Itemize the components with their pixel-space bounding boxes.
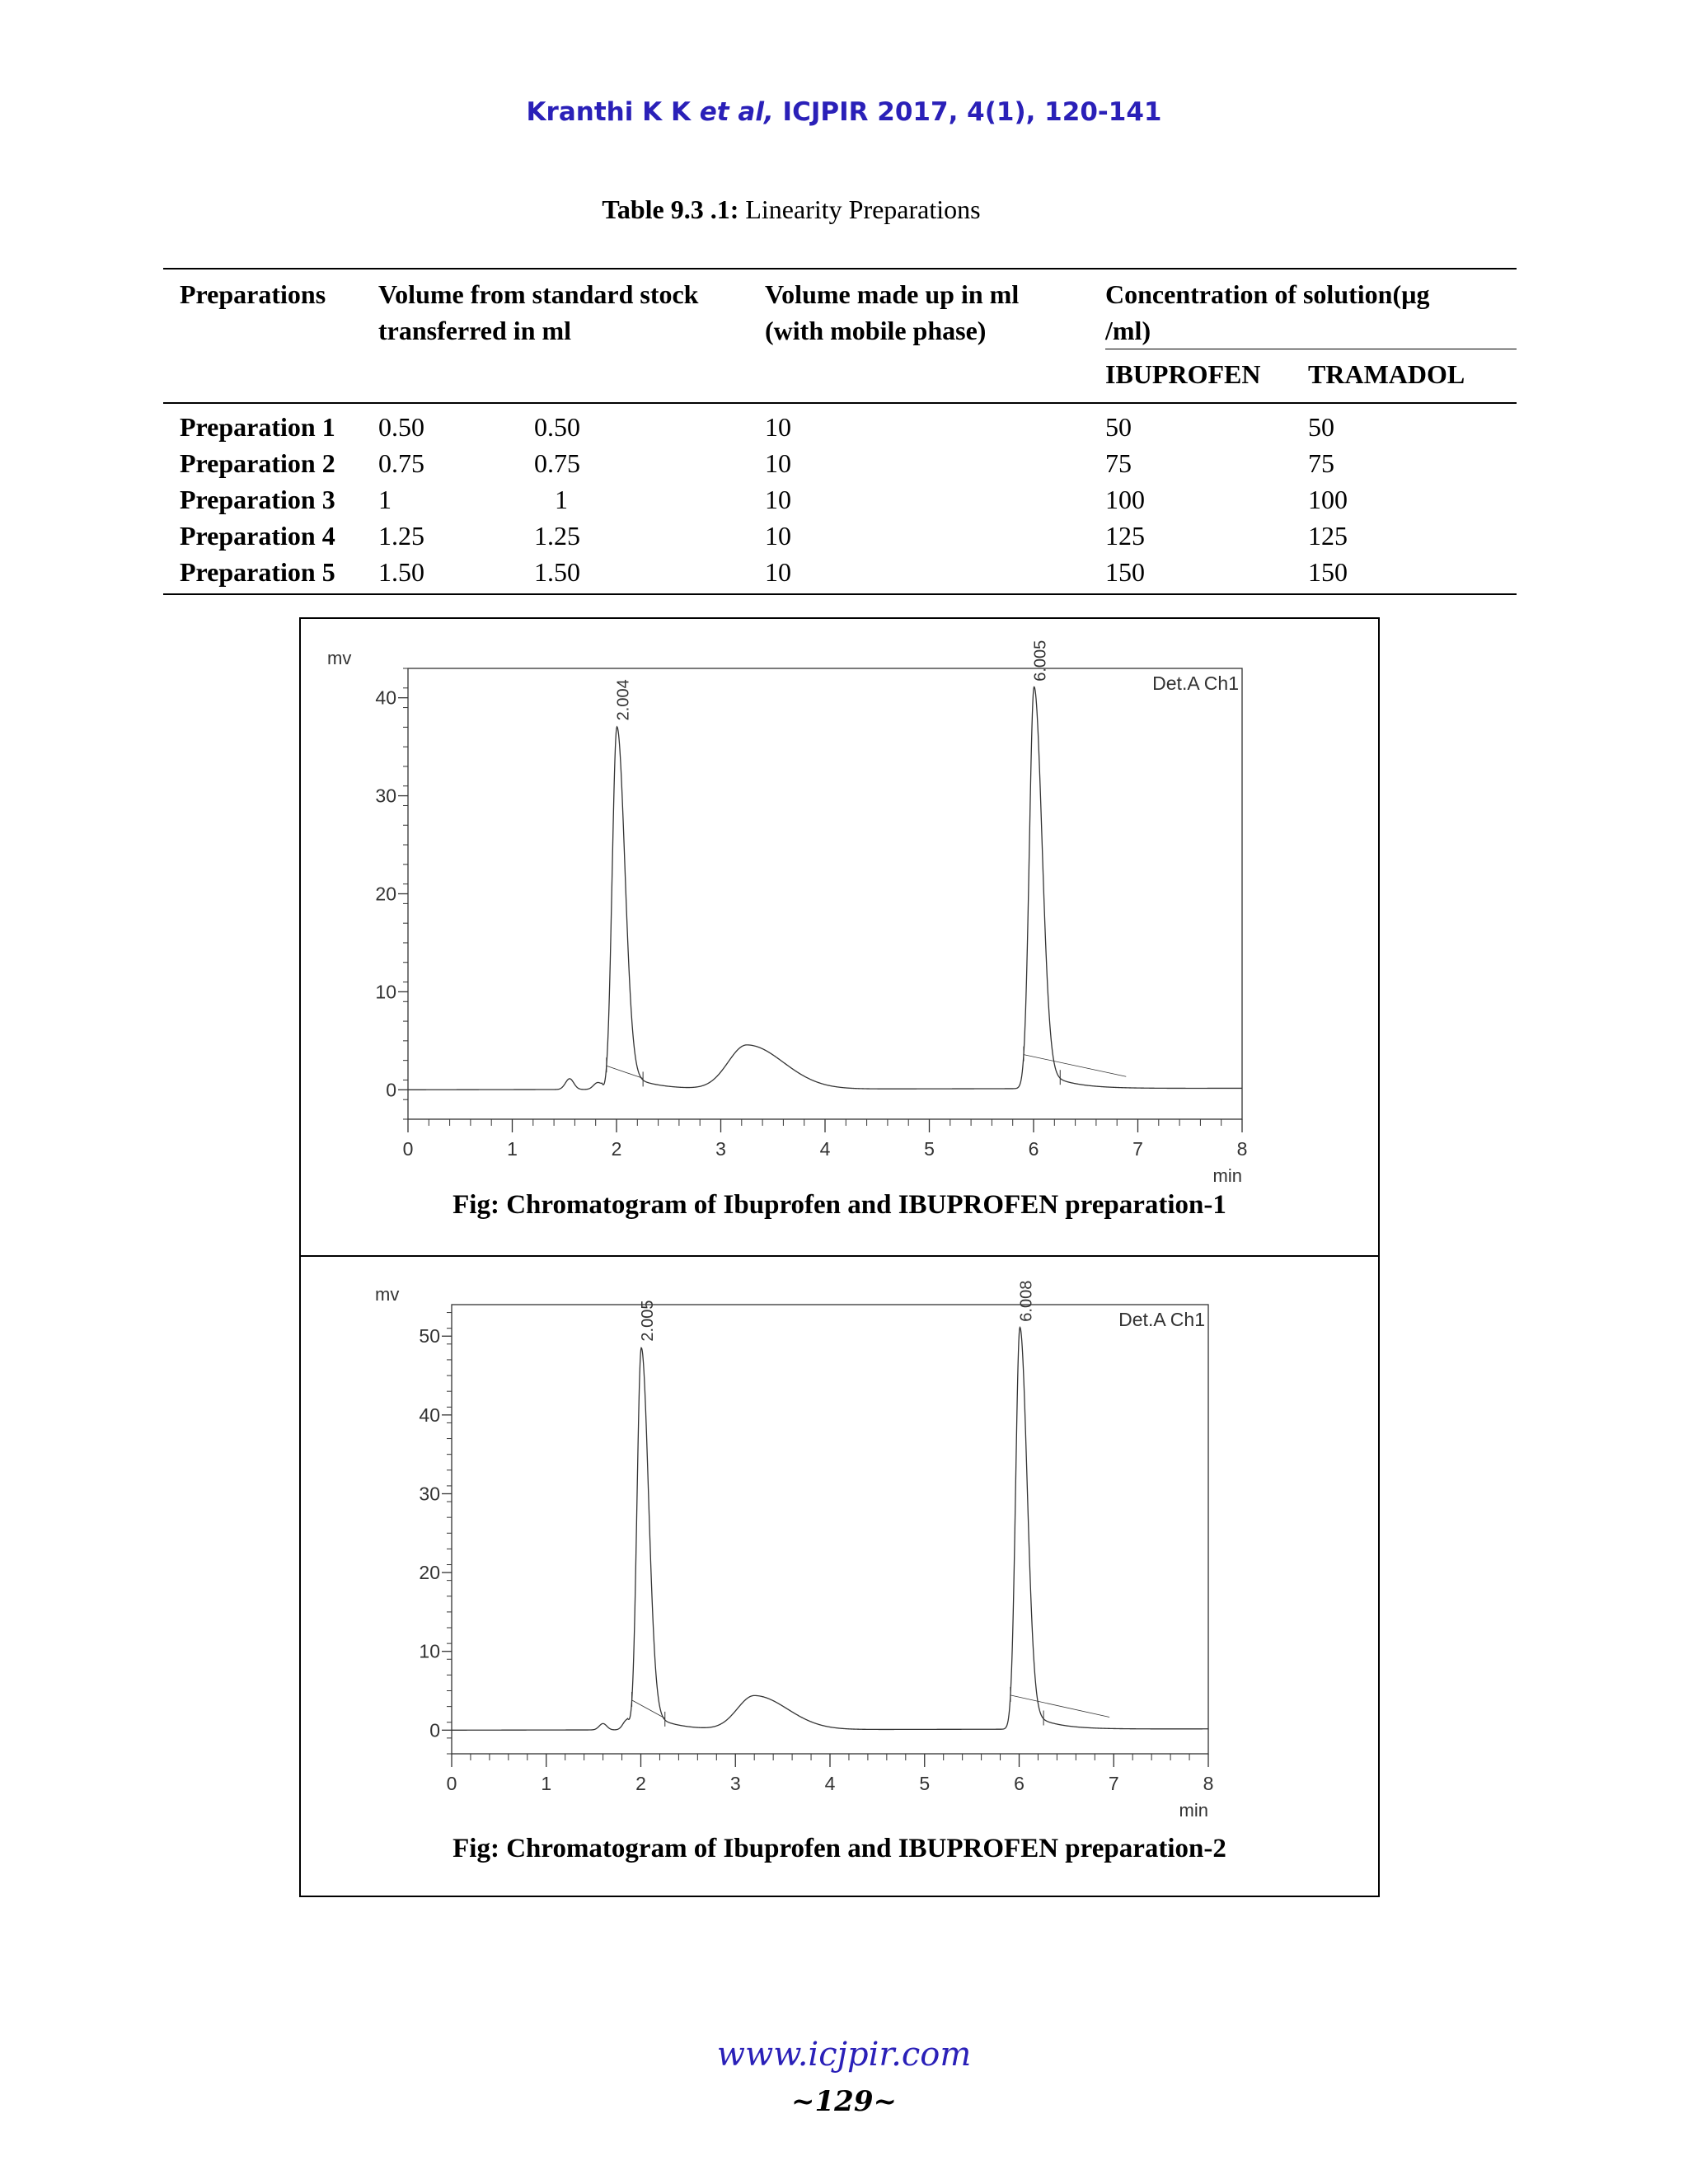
- conc-ibuprofen: 150: [1105, 554, 1308, 594]
- y-tick-label: 20: [375, 883, 396, 905]
- table-caption-label: Table 9.3 .1:: [602, 194, 739, 224]
- x-tick-label: 5: [919, 1773, 931, 1794]
- x-tick-label: 4: [824, 1773, 836, 1794]
- volume-made-up: 10: [765, 554, 1105, 594]
- y-tick-label: 20: [419, 1562, 440, 1584]
- y-tick-label: 50: [419, 1325, 440, 1347]
- signal-trace: [408, 687, 1242, 1090]
- header-volume-stock-line2: transferred in ml: [378, 316, 572, 345]
- peak-label: 6.005: [1031, 640, 1050, 682]
- x-tick-label: 4: [819, 1138, 831, 1160]
- volume-ibuprofen: 1.50: [378, 554, 530, 594]
- plot-area: [408, 668, 1242, 1119]
- table-header-row: [163, 269, 1517, 349]
- volume-ibuprofen: 1.25: [378, 521, 424, 551]
- peak-label: 2.004: [614, 679, 633, 721]
- conc-ibuprofen: 75: [1105, 448, 1132, 478]
- header-volume-stock: [378, 269, 765, 403]
- legend-label: Det.A Ch1: [1152, 673, 1239, 694]
- header-tramadol: TRAMADOL: [1308, 349, 1517, 404]
- y-tick-label: 40: [419, 1404, 440, 1426]
- header-authors: Kranthi K K: [526, 97, 691, 127]
- x-tick-label: 1: [507, 1138, 518, 1160]
- x-tick-label: 3: [715, 1138, 726, 1160]
- running-header: [0, 97, 1688, 127]
- table-row: [163, 554, 1517, 594]
- table-caption: [0, 194, 1582, 225]
- volume-tramadol: 1.25: [534, 521, 580, 551]
- x-tick-label: 7: [1108, 1773, 1119, 1794]
- conc-ibuprofen: 50: [1105, 412, 1132, 442]
- conc-ibuprofen: 100: [1105, 485, 1145, 514]
- table-row: [163, 518, 1517, 554]
- header-preparations: Preparations: [163, 269, 378, 403]
- y-axis-label: mv: [327, 648, 352, 668]
- conc-tramadol: 100: [1308, 485, 1348, 514]
- volume-tramadol: 1: [555, 485, 568, 514]
- x-tick-label: 2: [635, 1773, 646, 1794]
- volume-made-up: 10: [765, 485, 791, 514]
- header-concentration-line1: Concentration of solution(µg: [1105, 279, 1430, 309]
- legend-label: Det.A Ch1: [1118, 1309, 1205, 1330]
- signal-trace: [452, 1328, 1208, 1731]
- volume-tramadol: 0.75: [534, 448, 580, 478]
- conc-tramadol: 75: [1308, 448, 1334, 478]
- table-row: [163, 445, 1517, 481]
- figure-caption-2: Fig: Chromatogram of Ibuprofen and IBUPROFEN preparation-2: [452, 1834, 1226, 1863]
- row-label: Preparation 4: [180, 521, 335, 551]
- baseline-segment: [1010, 1695, 1109, 1718]
- plot-area: [452, 1305, 1208, 1754]
- peak-label: 6.008: [1017, 1280, 1036, 1322]
- header-citation: ICJPIR 2017, 4(1), 120-141: [782, 97, 1162, 127]
- x-tick-label: 1: [541, 1773, 552, 1794]
- header-volume-stock-line1: Volume from standard stock: [378, 279, 699, 309]
- volume-tramadol: 0.50: [534, 412, 580, 442]
- volume-ibuprofen: 0.50: [378, 412, 424, 442]
- header-made-up-line2: (with mobile phase): [765, 316, 987, 345]
- x-tick-label: 3: [729, 1773, 741, 1794]
- conc-tramadol: 50: [1308, 412, 1334, 442]
- figure-frame-2: [299, 1255, 1380, 1897]
- y-tick-label: 0: [429, 1719, 440, 1741]
- x-tick-label: 0: [446, 1773, 457, 1794]
- row-label: Preparation 5: [163, 554, 378, 594]
- x-tick-label: 6: [1014, 1773, 1025, 1794]
- row-label: Preparation 2: [180, 448, 335, 478]
- conc-tramadol: 125: [1308, 521, 1348, 551]
- chromatogram-2: [301, 1257, 1378, 1834]
- table-body: [163, 403, 1517, 594]
- x-tick-label: 7: [1132, 1138, 1143, 1160]
- x-axis-label: min: [1212, 1165, 1242, 1186]
- footer-url[interactable]: www.icjpir.com: [716, 2036, 972, 2074]
- header-concentration: [1105, 269, 1517, 349]
- y-tick-label: 0: [386, 1079, 396, 1101]
- volume-made-up: 10: [765, 412, 791, 442]
- y-tick-label: 40: [375, 687, 396, 709]
- row-label: Preparation 1: [180, 412, 335, 442]
- header-made-up-line1: Volume made up in ml: [765, 279, 1020, 309]
- x-tick-label: 2: [611, 1138, 622, 1160]
- row-label: Preparation 3: [180, 485, 335, 514]
- peak-label: 2.005: [639, 1300, 658, 1342]
- header-made-up: [765, 269, 1105, 403]
- header-concentration-line2: /ml): [1105, 316, 1151, 345]
- x-tick-label: 6: [1028, 1138, 1039, 1160]
- x-tick-label: 8: [1203, 1773, 1214, 1794]
- x-axis-label: min: [1179, 1800, 1208, 1821]
- conc-ibuprofen: 125: [1105, 521, 1145, 551]
- y-tick-label: 10: [375, 981, 396, 1003]
- volume-ibuprofen: 1: [378, 485, 392, 514]
- table-caption-text: Linearity Preparations: [745, 194, 981, 224]
- page-number: ~129~: [791, 2085, 897, 2118]
- volume-tramadol: 1.50: [530, 554, 765, 594]
- x-tick-label: 8: [1236, 1138, 1248, 1160]
- table-row: [163, 481, 1517, 518]
- linearity-table: [163, 268, 1517, 595]
- volume-ibuprofen: 0.75: [378, 448, 424, 478]
- x-tick-label: 5: [924, 1138, 935, 1160]
- x-tick-label: 0: [402, 1138, 414, 1160]
- baseline-segment: [1024, 1055, 1126, 1077]
- y-tick-label: 30: [419, 1483, 440, 1505]
- y-tick-label: 10: [419, 1640, 440, 1662]
- volume-made-up: 10: [765, 521, 791, 551]
- y-tick-label: 30: [375, 785, 396, 807]
- figure-caption-1: Fig: Chromatogram of Ibuprofen and IBUPROFEN preparation-1: [452, 1190, 1226, 1220]
- header-ibuprofen: IBUPROFEN: [1105, 349, 1308, 404]
- y-axis-label: mv: [375, 1284, 400, 1305]
- conc-tramadol: 150: [1308, 554, 1517, 594]
- table-row: [163, 403, 1517, 445]
- header-etal: et al,: [699, 97, 774, 127]
- volume-made-up: 10: [765, 448, 791, 478]
- chromatogram-1: [301, 619, 1378, 1196]
- figure-frame-1: [299, 617, 1380, 1257]
